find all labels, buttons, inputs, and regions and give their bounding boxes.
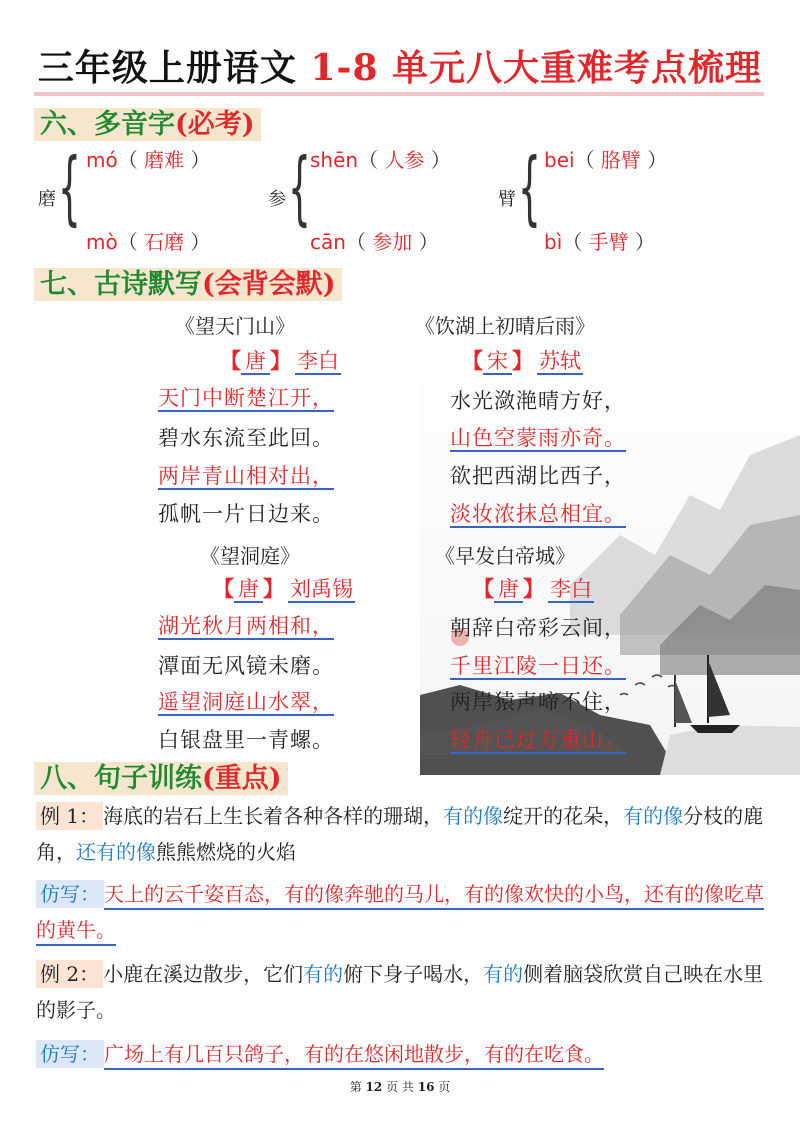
section-heading-label: 六、多音字 <box>40 108 175 140</box>
pinyin-entry: mó（ 磨难 ） <box>86 148 211 172</box>
polyphonic-char: 磨 <box>38 189 56 210</box>
example-text: 小鹿在溪边散步，它们 <box>103 962 304 986</box>
section-heading-label: 八、句子训练 <box>40 762 202 794</box>
imitation-sentence-2 <box>36 1036 766 1072</box>
poem-line: 潭面无风镜未磨。 <box>158 654 334 678</box>
poem-line: 白银盘里一青螺。 <box>158 728 334 752</box>
poem-author: 李白 <box>550 577 592 601</box>
pinyin: bì <box>544 230 563 254</box>
poem-line: 山色空蒙雨亦奇。 <box>450 426 626 450</box>
poem-author-line: 【 唐 】 李白 <box>473 576 592 601</box>
pinyin-entry: bei（ 胳臂 ） <box>544 148 668 172</box>
example-text: 侧着脑袋欣赏自己映在水里的影子。 <box>36 962 764 1022</box>
page-number: 12 <box>365 1080 383 1094</box>
keyword: 有的 <box>303 962 344 986</box>
section-heading-note: (会背会默) <box>202 268 336 300</box>
poem-title: 《望洞庭》 <box>200 544 300 568</box>
pinyin-word: 石磨 <box>144 230 185 254</box>
poem-author: 刘禹锡 <box>290 577 353 601</box>
poem-line: 水光潋滟晴方好， <box>450 389 626 413</box>
page-title <box>0 40 800 91</box>
pinyin: bei <box>544 148 575 172</box>
poem-title: 《饮湖上初晴后雨》 <box>415 314 595 338</box>
poem-author-line: 【 唐 】 李白 <box>220 348 339 373</box>
pinyin-word: 参加 <box>372 230 413 254</box>
section-heading-poems <box>34 258 364 302</box>
pinyin: cān <box>310 230 346 254</box>
pinyin-word: 磨难 <box>144 148 185 172</box>
section-heading-note: (重点) <box>202 762 282 794</box>
footer-text: 页 <box>438 1080 451 1094</box>
poem-line: 两岸青山相对出， <box>158 464 334 488</box>
example-text: 熊熊燃烧的火焰 <box>156 840 296 864</box>
imitation-text: 广场上有几百只鸽子，有的在悠闲地散步，有的在吃食。 <box>104 1042 604 1070</box>
pinyin: shēn <box>310 148 359 172</box>
imitation-label: 仿写： <box>36 1040 104 1068</box>
section-heading-sentences <box>34 752 304 796</box>
example-label: 例 2： <box>36 960 103 988</box>
poem-line: 孤帆一片日边来。 <box>158 502 334 526</box>
example-sentence-1 <box>36 798 766 870</box>
pinyin: mó <box>86 148 118 172</box>
poem-author: 李白 <box>297 349 339 373</box>
footer-text: 页 共 <box>386 1080 414 1094</box>
poem-author-line: 【 宋 】 苏轼 <box>462 348 581 373</box>
poem-line: 千里江陵一日还。 <box>450 654 626 678</box>
title-part1: 三年级上册语文 <box>37 47 297 89</box>
title-part2: 1-8 单元八大重难考点梳理 <box>310 47 763 89</box>
poem-dynasty: 唐 <box>241 349 270 375</box>
pinyin: mò <box>86 230 118 254</box>
poem-line: 两岸猿声啼不住， <box>450 690 626 714</box>
poem-title: 《望天门山》 <box>175 314 295 338</box>
example-label: 例 1： <box>36 802 103 830</box>
keyword: 有的像 <box>443 804 504 828</box>
example-text: 绽开的花朵， <box>503 804 624 828</box>
polyphonic-char: 参 <box>268 189 286 210</box>
poem-line: 碧水东流至此回。 <box>158 426 334 450</box>
poem-author-line: 【 唐 】 刘禹锡 <box>213 576 353 601</box>
imitation-sentence-1 <box>36 876 766 948</box>
poem-line: 淡妆浓抹总相宜。 <box>450 502 626 526</box>
poem-dynasty: 宋 <box>483 349 512 375</box>
keyword: 有的像 <box>623 804 684 828</box>
poem-line: 遥望洞庭山水翠， <box>158 690 334 714</box>
pinyin-word: 胳臂 <box>600 148 641 172</box>
poem-dynasty: 唐 <box>494 577 523 603</box>
pinyin-entry: shēn（ 人参 ） <box>310 148 451 172</box>
pinyin-word: 人参 <box>384 148 425 172</box>
section-heading-label: 七、古诗默写 <box>40 268 202 300</box>
title-underline <box>34 92 764 96</box>
brace-icon: { <box>518 141 541 234</box>
keyword: 还有的像 <box>76 840 156 864</box>
page-total: 16 <box>417 1080 435 1094</box>
example-text: 俯下身子喝水， <box>343 962 484 986</box>
pinyin-entry: bì（ 手臂 ） <box>544 230 655 254</box>
pinyin-word: 手臂 <box>588 230 629 254</box>
poem-line: 欲把西湖比西子， <box>450 464 626 488</box>
poem-author: 苏轼 <box>539 349 581 373</box>
page-footer <box>0 1078 800 1095</box>
example-text: 海底的岩石上生长着各种各样的珊瑚， <box>103 804 444 828</box>
poem-line: 湖光秋月两相和， <box>158 614 334 638</box>
pinyin-entry: cān（ 参加 ） <box>310 230 439 254</box>
section-heading-note: (必考) <box>175 108 255 140</box>
brace-icon: { <box>58 141 81 234</box>
poem-line: 朝辞白帝彩云间， <box>450 616 626 640</box>
poem-line: 轻舟已过万重山。 <box>450 728 626 752</box>
brace-icon: { <box>288 141 311 234</box>
polyphonic-char: 臂 <box>498 189 516 210</box>
imitation-label: 仿写： <box>36 880 104 908</box>
poem-dynasty: 唐 <box>234 577 263 603</box>
keyword: 有的 <box>483 962 524 986</box>
example-text: 分枝的鹿角， <box>36 804 764 864</box>
example-sentence-2 <box>36 956 766 1028</box>
poem-title: 《早发白帝城》 <box>435 544 575 568</box>
poem-line: 天门中断楚江开， <box>158 386 334 410</box>
section-heading-polyphonic <box>34 98 274 142</box>
footer-text: 第 <box>349 1080 362 1094</box>
pinyin-entry: mò（ 石磨 ） <box>86 230 211 254</box>
imitation-text: 天上的云千姿百态，有的像奔驰的马儿，有的像欢快的小鸟，还有的像吃草的黄牛。 <box>36 882 764 946</box>
